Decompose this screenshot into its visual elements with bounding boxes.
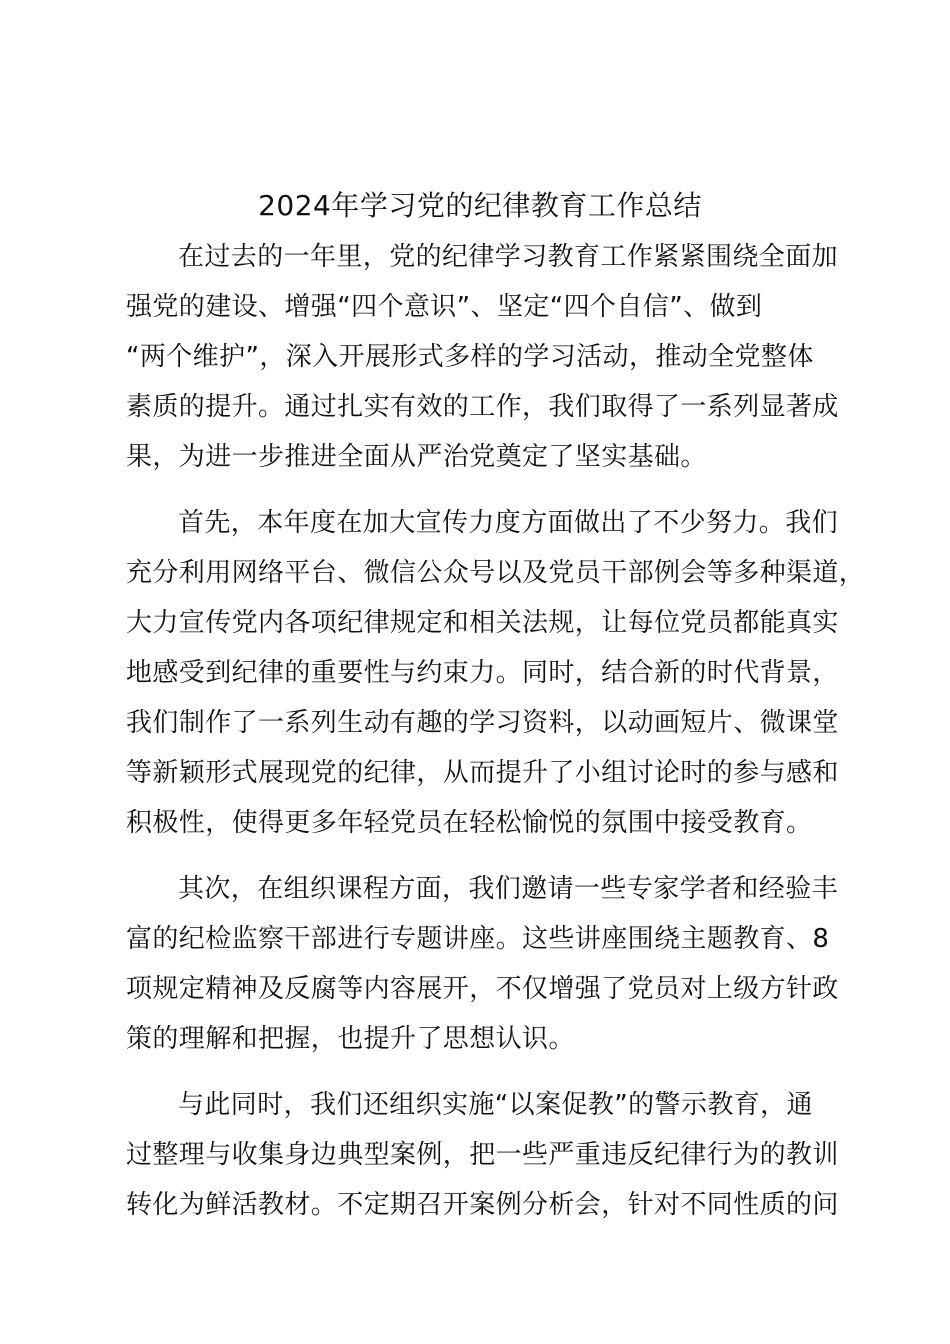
paragraph-line: 项规定精神及反腐等内容展开，不仅增强了党员对上级方针政 bbox=[126, 974, 839, 1004]
paragraph-1 bbox=[126, 232, 866, 482]
paragraph-line: 与此同时，我们还组织实施“以案促教”的警示教育，通 bbox=[178, 1090, 813, 1120]
paragraph-3 bbox=[126, 864, 866, 1064]
paragraph-line: 等新颖形式展现党的纪律，从而提升了小组讨论时的参与感和 bbox=[126, 758, 839, 788]
paragraph-line: 过整理与收集身边典型案例，把一些严重违反纪律行为的教训 bbox=[126, 1140, 839, 1170]
paragraph-line: 素质的提升。通过扎实有效的工作，我们取得了一系列显著成 bbox=[126, 392, 839, 422]
paragraph-line: “两个维护”，深入开展形式多样的学习活动，推动全党整体 bbox=[126, 342, 814, 372]
paragraph-line: 积极性，使得更多年轻党员在轻松愉悦的氛围中接受教育。 bbox=[126, 808, 813, 838]
paragraph-line: 地感受到纪律的重要性与约束力。同时，结合新的时代背景， bbox=[126, 658, 839, 688]
paragraph-line: 大力宣传党内各项纪律规定和相关法规，让每位党员都能真实 bbox=[126, 608, 839, 638]
paragraph-line: 富的纪检监察干部进行专题讲座。这些讲座围绕主题教育、8 bbox=[126, 924, 830, 954]
paragraph-line: 在过去的一年里，党的纪律学习教育工作紧紧围绕全面加 bbox=[178, 242, 839, 272]
paragraph-4 bbox=[126, 1080, 866, 1230]
paragraph-line: 转化为鲜活教材。不定期召开案例分析会，针对不同性质的问 bbox=[126, 1190, 839, 1220]
paragraph-line: 充分利用网络平台、微信公众号以及党员干部例会等多种渠道， bbox=[126, 558, 866, 588]
paragraph-2 bbox=[126, 498, 866, 848]
paragraph-line: 我们制作了一系列生动有趣的学习资料，以动画短片、微课堂 bbox=[126, 708, 839, 738]
document-title: 2024年学习党的纪律教育工作总结 bbox=[258, 189, 702, 222]
paragraph-line: 其次，在组织课程方面，我们邀请一些专家学者和经验丰 bbox=[178, 874, 839, 904]
paragraph-line: 策的理解和把握，也提升了思想认识。 bbox=[126, 1024, 575, 1054]
document-body bbox=[126, 232, 866, 1246]
paragraph-line: 首先，本年度在加大宣传力度方面做出了不少努力。我们 bbox=[178, 508, 839, 538]
paragraph-line: 果，为进一步推进全面从严治党奠定了坚实基础。 bbox=[126, 442, 707, 472]
paragraph-line: 强党的建设、增强“四个意识”、坚定“四个自信”、做到 bbox=[126, 292, 763, 322]
